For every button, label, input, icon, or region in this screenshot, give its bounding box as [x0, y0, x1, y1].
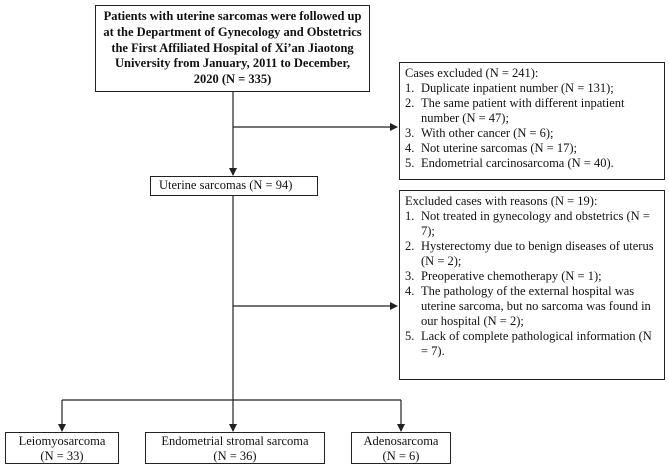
- exclusion-2-list: [405, 209, 659, 359]
- exclusion-1-item: 5. Endometrial carcinosarcoma (N = 40).: [405, 156, 614, 170]
- uterine-sarcomas-text: Uterine sarcomas (N = 94): [159, 178, 293, 192]
- exclusion-1-list: [405, 81, 659, 171]
- source-population-text: Patients with uterine sarcomas were followed up at the Department of Gynecology and Obstetrics the First Affiliated Hospital of Xi’an Jiaotong University from January, 2011 to December, 2020 (N = 335): [103, 9, 362, 87]
- exclusion-1-item: 2. The same patient with different inpatient number (N = 47);: [405, 96, 625, 125]
- exclusion-2-item: 4. The pathology of the external hospital was uterine sarcoma, but no sarcoma was found in our hospital (N = 2);: [405, 284, 651, 328]
- exclusion-2-item: 3. Preoperative chemotherapy (N = 1);: [405, 269, 602, 283]
- exclusion-1-heading: Cases excluded (N = 241):: [405, 66, 539, 80]
- exclusion-box-1: [399, 62, 665, 180]
- outcome-count: (N = 36): [213, 448, 257, 463]
- outcome-box-endometrial-stromal-sarcoma: [145, 432, 325, 464]
- exclusion-2-heading: Excluded cases with reasons (N = 19):: [405, 194, 598, 208]
- exclusion-2-item: 1. Not treated in gynecology and obstetrics (N = 7);: [405, 209, 650, 238]
- exclusion-1-item: 4. Not uterine sarcomas (N = 17);: [405, 141, 577, 155]
- outcome-box-adenosarcoma: [351, 432, 451, 464]
- exclusion-2-item: 2. Hysterectomy due to benign diseases of uterus (N = 2);: [405, 239, 654, 268]
- outcome-box-leiomyosarcoma: [5, 432, 119, 464]
- exclusion-1-item: 3. With other cancer (N = 6);: [405, 126, 554, 140]
- exclusion-1-item: 1. Duplicate inpatient number (N = 131);: [405, 81, 614, 95]
- outcome-count: (N = 6): [382, 448, 420, 463]
- source-population-box: [95, 5, 370, 92]
- exclusion-box-2: [399, 190, 665, 380]
- outcome-name: Leiomyosarcoma: [18, 434, 106, 448]
- exclusion-2-item: 5. Lack of complete pathological information (N = 7).: [405, 329, 652, 358]
- outcome-name: Adenosarcoma: [363, 434, 439, 448]
- outcome-name: Endometrial stromal sarcoma: [161, 434, 309, 448]
- uterine-sarcomas-box: [150, 176, 318, 196]
- outcome-count: (N = 33): [40, 448, 84, 463]
